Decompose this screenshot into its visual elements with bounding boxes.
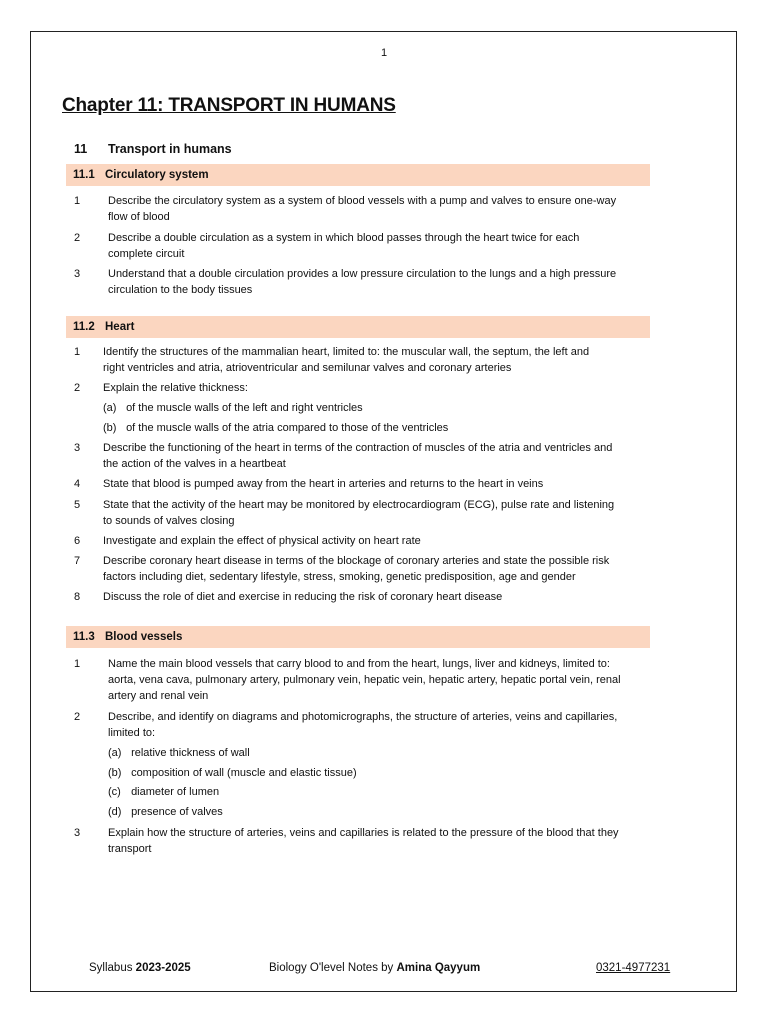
list-item	[74, 440, 648, 472]
section-header-circulatory-system	[66, 164, 650, 186]
item-text: complete circuit	[108, 248, 185, 260]
sub-item-text: diameter of lumen	[131, 786, 220, 798]
list-item	[74, 476, 648, 492]
item-text: right ventricles and atria, atrioventricular and semilunar valves and coronary arteries	[103, 362, 512, 374]
item-text: to sounds of valves closing	[103, 515, 235, 527]
sub-item-label: (a)	[108, 747, 122, 759]
sub-item-text: composition of wall (muscle and elastic tissue)	[131, 767, 357, 779]
list-item	[74, 709, 648, 741]
sub-item-text: relative thickness of wall	[131, 747, 250, 759]
sub-item	[103, 400, 663, 416]
sub-item	[108, 804, 668, 820]
sub-item-text: of the muscle walls of the atria compared to those of the ventricles	[126, 422, 449, 434]
item-number: 3	[74, 268, 81, 280]
sub-item-label: (b)	[108, 767, 122, 779]
list-item	[74, 380, 648, 396]
footer-syllabus-label: Syllabus	[89, 962, 136, 974]
list-item	[74, 344, 648, 376]
item-text: flow of blood	[108, 211, 170, 223]
list-item	[74, 230, 648, 262]
footer-notes-label: Biology O'level Notes by	[269, 962, 397, 974]
list-item	[74, 656, 648, 704]
section-header-heart	[66, 316, 650, 338]
item-text: Describe the functioning of the heart in terms of the contraction of muscles of the atria and ventricles and	[103, 442, 613, 454]
footer-syllabus	[89, 962, 191, 974]
item-text: factors including diet, sedentary lifestyle, stress, smoking, genetic predisposition, age and gender	[103, 571, 576, 583]
footer-syllabus-years: 2023-2025	[135, 962, 191, 974]
sub-item-label: (d)	[108, 806, 122, 818]
section-title: Heart	[105, 321, 135, 333]
item-number: 2	[74, 382, 81, 394]
item-number: 2	[74, 232, 81, 244]
item-text: Discuss the role of diet and exercise in reducing the risk of coronary heart disease	[103, 591, 503, 603]
item-text: artery and renal vein	[108, 690, 209, 702]
item-text: Describe coronary heart disease in terms of the blockage of coronary arteries and state the possible risk	[103, 555, 610, 567]
topic-number: 11	[74, 142, 88, 156]
footer-credit	[269, 962, 480, 974]
item-text: circulation to the body tissues	[108, 284, 253, 296]
list-item	[74, 589, 648, 605]
item-number: 8	[74, 591, 81, 603]
item-number: 5	[74, 499, 81, 511]
sub-item	[108, 745, 668, 761]
section-number: 11.2	[73, 321, 95, 333]
item-text: Describe, and identify on diagrams and photomicrographs, the structure of arteries, veins and capillaries,	[108, 711, 618, 723]
sub-item-label: (a)	[103, 402, 117, 414]
sub-item-label: (b)	[103, 422, 117, 434]
item-number: 1	[74, 658, 81, 670]
item-number: 4	[74, 478, 81, 490]
list-item	[74, 193, 648, 225]
item-text: the action of the valves in a heartbeat	[103, 458, 286, 470]
item-text: Describe a double circulation as a system in which blood passes through the heart twice for each	[108, 232, 580, 244]
item-number: 3	[74, 442, 81, 454]
list-item	[74, 533, 648, 549]
list-item	[74, 553, 648, 585]
list-item	[74, 825, 648, 857]
item-text: State that blood is pumped away from the heart in arteries and returns to the heart in veins	[103, 478, 544, 490]
sub-item-text: presence of valves	[131, 806, 223, 818]
item-number: 1	[74, 195, 81, 207]
section-header-blood-vessels	[66, 626, 650, 648]
list-item	[74, 266, 648, 298]
section-number: 11.3	[73, 631, 95, 643]
sub-item	[108, 784, 668, 800]
section-title: Blood vessels	[105, 631, 183, 643]
page-number: 1	[380, 47, 388, 59]
item-text: Name the main blood vessels that carry blood to and from the heart, lungs, liver and kidneys, limited to:	[108, 658, 610, 670]
sub-item-text: of the muscle walls of the left and right ventricles	[126, 402, 363, 414]
item-number: 6	[74, 535, 81, 547]
item-number: 3	[74, 827, 81, 839]
footer-phone: 0321-4977231	[596, 962, 671, 974]
item-text: State that the activity of the heart may be monitored by electrocardiogram (ECG), pulse rate and listening	[103, 499, 615, 511]
item-text: transport	[108, 843, 152, 855]
item-text: Describe the circulatory system as a system of blood vessels with a pump and valves to ensure one-way	[108, 195, 617, 207]
topic-title: Transport in humans	[108, 142, 232, 156]
footer-author: Amina Qayyum	[396, 962, 481, 974]
item-text: Investigate and explain the effect of physical activity on heart rate	[103, 535, 421, 547]
sub-item	[103, 420, 663, 436]
item-text: Understand that a double circulation provides a low pressure circulation to the lungs and a high pressure	[108, 268, 617, 280]
item-number: 1	[74, 346, 81, 358]
item-text: Explain the relative thickness:	[103, 382, 248, 394]
section-number: 11.1	[73, 169, 95, 181]
item-text: limited to:	[108, 727, 156, 739]
item-text: Identify the structures of the mammalian heart, limited to: the muscular wall, the septum, the left and	[103, 346, 590, 358]
item-text: Explain how the structure of arteries, veins and capillaries is related to the pressure of the blood that they	[108, 827, 619, 839]
list-item	[74, 497, 648, 529]
sub-item-label: (c)	[108, 786, 121, 798]
chapter-title: Chapter 11: TRANSPORT IN HUMANS	[62, 95, 396, 116]
item-number: 2	[74, 711, 81, 723]
section-title: Circulatory system	[105, 169, 209, 181]
item-text: aorta, vena cava, pulmonary artery, pulmonary vein, hepatic vein, hepatic artery, hepatic portal vein, renal	[108, 674, 621, 686]
topic-heading	[74, 142, 232, 156]
item-number: 7	[74, 555, 81, 567]
sub-item	[108, 765, 668, 781]
